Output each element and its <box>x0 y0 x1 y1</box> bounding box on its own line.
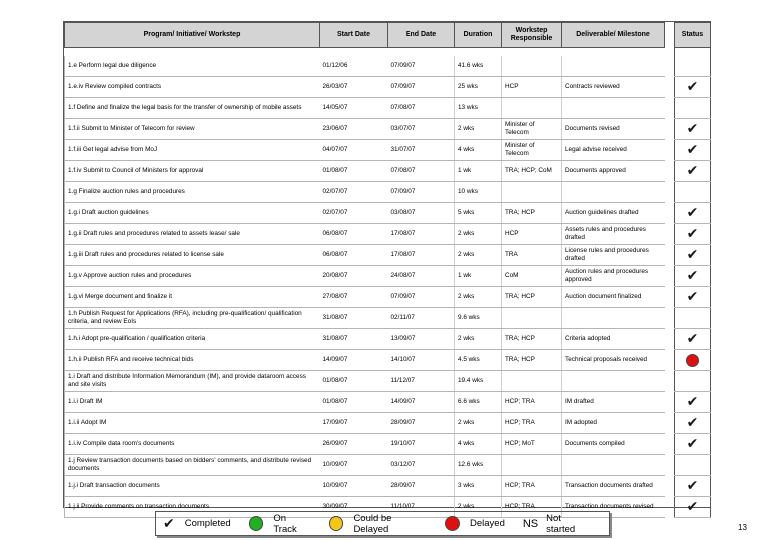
table-row <box>65 182 711 203</box>
deliverable-cell: Auction guidelines drafted <box>562 203 665 224</box>
table-row <box>65 413 711 434</box>
responsible-cell <box>502 308 562 329</box>
start-date-cell: 30/09/07 <box>320 497 388 518</box>
gap-cell <box>665 224 675 245</box>
responsible-cell: TRA; HCP <box>502 350 562 371</box>
status-cell <box>675 308 711 329</box>
responsible-cell: CoM <box>502 266 562 287</box>
spacer-cell <box>665 48 675 56</box>
gap-cell <box>665 119 675 140</box>
status-cell <box>675 245 711 266</box>
task-cell: 1.f.ii Submit to Minister of Telecom for review <box>65 119 320 140</box>
responsible-cell: Minister of Telecom <box>502 119 562 140</box>
responsible-cell: HCP; TRA <box>502 497 562 518</box>
table-row <box>65 476 711 497</box>
checkmark-icon: ✔ <box>686 247 699 263</box>
task-cell: 1.e Perform legal due diligence <box>65 56 320 77</box>
checkmark-icon: ✔ <box>686 121 699 137</box>
responsible-cell: Minister of Telecom <box>502 140 562 161</box>
task-cell: 1.f.iii Get legal advise from MoJ <box>65 140 320 161</box>
responsible-cell: TRA; HCP <box>502 329 562 350</box>
header-task: Program/ Initiative/ Workstep <box>65 23 320 48</box>
end-date-cell: 11/12/07 <box>388 371 455 392</box>
end-date-cell: 03/07/07 <box>388 119 455 140</box>
gap-cell <box>665 455 675 476</box>
green-circle-icon <box>249 516 264 531</box>
spacer-cell <box>502 48 562 56</box>
start-date-cell: 26/03/07 <box>320 77 388 98</box>
start-date-cell: 02/07/07 <box>320 203 388 224</box>
status-cell <box>675 392 711 413</box>
task-cell: 1.i Draft and distribute Information Memorandum (IM), and provide dataroom access and site visits <box>65 371 320 392</box>
header-gap <box>665 23 675 48</box>
end-date-cell: 28/09/07 <box>388 413 455 434</box>
deliverable-cell: Transaction documents drafted <box>562 476 665 497</box>
responsible-cell <box>502 56 562 77</box>
deliverable-cell <box>562 98 665 119</box>
gap-cell <box>665 434 675 455</box>
checkmark-icon: ✔ <box>686 331 699 347</box>
end-date-cell: 13/09/07 <box>388 329 455 350</box>
duration-cell: 25 wks <box>455 77 502 98</box>
responsible-cell: TRA <box>502 245 562 266</box>
table-row <box>65 224 711 245</box>
table-row <box>65 98 711 119</box>
task-cell: 1.i.ii Adopt IM <box>65 413 320 434</box>
start-date-cell: 01/12/06 <box>320 56 388 77</box>
table-spacer-row <box>65 48 711 56</box>
responsible-cell <box>502 98 562 119</box>
gap-cell <box>665 413 675 434</box>
responsible-cell <box>502 182 562 203</box>
gap-cell <box>665 266 675 287</box>
end-date-cell: 31/07/07 <box>388 140 455 161</box>
start-date-cell: 27/08/07 <box>320 287 388 308</box>
table-row <box>65 287 711 308</box>
status-cell <box>675 329 711 350</box>
status-cell <box>675 266 711 287</box>
legend-label-delayed: Delayed <box>470 518 505 529</box>
table-row <box>65 203 711 224</box>
start-date-cell: 10/09/07 <box>320 476 388 497</box>
deliverable-cell: Contracts reviewed <box>562 77 665 98</box>
deliverable-cell: Documents revised <box>562 119 665 140</box>
status-cell <box>675 203 711 224</box>
gap-cell <box>665 245 675 266</box>
responsible-cell: HCP; TRA <box>502 392 562 413</box>
checkmark-icon: ✔ <box>686 226 699 242</box>
deliverable-cell: Assets rules and procedures drafted <box>562 224 665 245</box>
status-legend <box>155 511 610 536</box>
start-date-cell: 01/08/07 <box>320 161 388 182</box>
responsible-cell: TRA; HCP <box>502 287 562 308</box>
responsible-cell: TRA; HCP; CoM <box>502 161 562 182</box>
task-cell: 1.g.vi Merge document and finalize it <box>65 287 320 308</box>
duration-cell: 2 wks <box>455 329 502 350</box>
deliverable-cell: IM adopted <box>562 413 665 434</box>
responsible-cell <box>502 371 562 392</box>
checkmark-icon: ✔ <box>686 436 699 452</box>
spacer-cell <box>65 48 320 56</box>
legend-item-could-be-delayed <box>329 513 427 535</box>
task-cell: 1.e.iv Review compiled contracts <box>65 77 320 98</box>
responsible-cell: HCP; TRA <box>502 413 562 434</box>
status-cell <box>675 497 711 518</box>
task-cell: 1.f.iv Submit to Council of Ministers for approval <box>65 161 320 182</box>
start-date-cell: 02/07/07 <box>320 182 388 203</box>
deliverable-cell: Transaction documents revised <box>562 497 665 518</box>
status-cell <box>675 455 711 476</box>
legend-item-not-started <box>523 513 591 535</box>
header-responsible: Workstep Responsible <box>502 23 562 48</box>
start-date-cell: 20/08/07 <box>320 266 388 287</box>
workplan-frame <box>63 21 711 515</box>
table-row <box>65 56 711 77</box>
responsible-cell: HCP; TRA <box>502 476 562 497</box>
task-cell: 1.f Define and finalize the legal basis for the transfer of ownership of mobile assets <box>65 98 320 119</box>
duration-cell: 2 wks <box>455 245 502 266</box>
legend-label-on-track: On Track <box>273 512 297 535</box>
end-date-cell: 17/08/07 <box>388 245 455 266</box>
task-cell: 1.h Publish Request for Applications (RFA), including pre-qualification/ qualification criteria, and review EoIs <box>65 308 320 329</box>
deliverable-cell <box>562 182 665 203</box>
gap-cell <box>665 350 675 371</box>
end-date-cell: 02/11/07 <box>388 308 455 329</box>
task-cell: 1.j.ii Provide comments on transaction documents <box>65 497 320 518</box>
status-cell <box>675 434 711 455</box>
gap-cell <box>665 497 675 518</box>
end-date-cell: 17/08/07 <box>388 224 455 245</box>
duration-cell: 2 wks <box>455 413 502 434</box>
deliverable-cell: Legal advise received <box>562 140 665 161</box>
spacer-cell <box>455 48 502 56</box>
yellow-circle-icon <box>329 516 344 531</box>
legend-label-completed: Completed <box>184 518 231 529</box>
checkmark-icon: ✔ <box>686 205 699 221</box>
table-row <box>65 392 711 413</box>
end-date-cell: 07/09/07 <box>388 56 455 77</box>
end-date-cell: 19/10/07 <box>388 434 455 455</box>
duration-cell: 2 wks <box>455 497 502 518</box>
duration-cell: 2 wks <box>455 224 502 245</box>
workplan-table <box>64 22 711 518</box>
page-number: 13 <box>738 523 747 532</box>
checkmark-icon: ✔ <box>686 394 699 410</box>
task-cell: 1.g.iii Draft rules and procedures related to license sale <box>65 245 320 266</box>
checkmark-icon: ✔ <box>686 499 699 515</box>
end-date-cell: 07/09/07 <box>388 287 455 308</box>
end-date-cell: 11/10/07 <box>388 497 455 518</box>
status-cell <box>675 98 711 119</box>
end-date-cell: 07/08/07 <box>388 98 455 119</box>
task-cell: 1.g.v Approve auction rules and procedures <box>65 266 320 287</box>
header-status: Status <box>675 23 711 48</box>
ns-symbol: NS <box>522 517 539 530</box>
checkmark-icon: ✔ <box>163 515 175 532</box>
deliverable-cell: Technical proposals received <box>562 350 665 371</box>
gap-cell <box>665 329 675 350</box>
task-cell: 1.i.iv Compile data room's documents <box>65 434 320 455</box>
table-row <box>65 371 711 392</box>
table-row <box>65 455 711 476</box>
duration-cell: 13 wks <box>455 98 502 119</box>
table-row <box>65 245 711 266</box>
table-row <box>65 350 711 371</box>
responsible-cell: HCP <box>502 224 562 245</box>
legend-label-could-be-delayed: Could be Delayed <box>353 512 392 535</box>
duration-cell: 9.6 wks <box>455 308 502 329</box>
gap-cell <box>665 77 675 98</box>
checkmark-icon: ✔ <box>686 268 699 284</box>
start-date-cell: 26/09/07 <box>320 434 388 455</box>
duration-cell: 1 wk <box>455 161 502 182</box>
legend-item-completed <box>163 517 231 531</box>
task-cell: 1.j.i Draft transaction documents <box>65 476 320 497</box>
table-row <box>65 77 711 98</box>
spacer-cell <box>562 48 665 56</box>
status-cell <box>675 224 711 245</box>
duration-cell: 2 wks <box>455 119 502 140</box>
duration-cell: 19.4 wks <box>455 371 502 392</box>
start-date-cell: 14/09/07 <box>320 350 388 371</box>
header-duration: Duration <box>455 23 502 48</box>
red-circle-icon <box>686 354 699 367</box>
red-circle-icon <box>445 516 460 531</box>
end-date-cell: 03/12/07 <box>388 455 455 476</box>
deliverable-cell <box>562 371 665 392</box>
start-date-cell: 01/08/07 <box>320 371 388 392</box>
start-date-cell: 23/06/07 <box>320 119 388 140</box>
status-cell <box>675 56 711 77</box>
end-date-cell: 07/08/07 <box>388 161 455 182</box>
table-row <box>65 308 711 329</box>
duration-cell: 2 wks <box>455 287 502 308</box>
task-cell: 1.h.i Adopt pre-qualification / qualification criteria <box>65 329 320 350</box>
gap-cell <box>665 371 675 392</box>
gap-cell <box>665 287 675 308</box>
duration-cell: 10 wks <box>455 182 502 203</box>
end-date-cell: 14/09/07 <box>388 392 455 413</box>
start-date-cell: 06/08/07 <box>320 224 388 245</box>
duration-cell: 4 wks <box>455 140 502 161</box>
start-date-cell: 31/08/07 <box>320 329 388 350</box>
gap-cell <box>665 392 675 413</box>
table-header-row <box>65 23 711 48</box>
start-date-cell: 14/05/07 <box>320 98 388 119</box>
legend-item-on-track <box>249 513 311 535</box>
status-cell <box>675 350 711 371</box>
duration-cell: 4.5 wks <box>455 350 502 371</box>
checkmark-icon: ✔ <box>686 142 699 158</box>
start-date-cell: 31/08/07 <box>320 308 388 329</box>
checkmark-icon: ✔ <box>686 163 699 179</box>
status-cell <box>675 476 711 497</box>
deliverable-cell <box>562 308 665 329</box>
task-cell: 1.h.ii Publish RFA and receive technical bids <box>65 350 320 371</box>
table-row <box>65 329 711 350</box>
end-date-cell: 07/09/07 <box>388 182 455 203</box>
table-row <box>65 119 711 140</box>
duration-cell: 4 wks <box>455 434 502 455</box>
gap-cell <box>665 203 675 224</box>
duration-cell: 12.6 wks <box>455 455 502 476</box>
status-cell <box>675 371 711 392</box>
start-date-cell: 10/09/07 <box>320 455 388 476</box>
spacer-cell <box>320 48 388 56</box>
end-date-cell: 24/08/07 <box>388 266 455 287</box>
header-end-date: End Date <box>388 23 455 48</box>
checkmark-icon: ✔ <box>686 289 699 305</box>
deliverable-cell <box>562 455 665 476</box>
deliverable-cell: Auction rules and procedures approved <box>562 266 665 287</box>
responsible-cell <box>502 455 562 476</box>
table-row <box>65 434 711 455</box>
gap-cell <box>665 476 675 497</box>
status-cell <box>675 182 711 203</box>
start-date-cell: 04/07/07 <box>320 140 388 161</box>
gap-cell <box>665 56 675 77</box>
table-row <box>65 266 711 287</box>
deliverable-cell: License rules and procedures drafted <box>562 245 665 266</box>
end-date-cell: 14/10/07 <box>388 350 455 371</box>
table-body <box>65 48 711 518</box>
responsible-cell: HCP <box>502 77 562 98</box>
deliverable-cell <box>562 56 665 77</box>
end-date-cell: 07/09/07 <box>388 77 455 98</box>
legend-label-not-started: Not started <box>546 512 576 535</box>
task-cell: 1.g Finalize auction rules and procedures <box>65 182 320 203</box>
task-cell: 1.i.i Draft IM <box>65 392 320 413</box>
end-date-cell: 03/08/07 <box>388 203 455 224</box>
deliverable-cell: IM drafted <box>562 392 665 413</box>
status-cell <box>675 119 711 140</box>
duration-cell: 3 wks <box>455 476 502 497</box>
duration-cell: 6.6 wks <box>455 392 502 413</box>
gap-cell <box>665 140 675 161</box>
gap-cell <box>665 161 675 182</box>
task-cell: 1.g.i Draft auction guidelines <box>65 203 320 224</box>
responsible-cell: TRA; HCP <box>502 203 562 224</box>
start-date-cell: 17/09/07 <box>320 413 388 434</box>
task-cell: 1.g.ii Draft rules and procedures related to assets lease/ sale <box>65 224 320 245</box>
end-date-cell: 28/09/07 <box>388 476 455 497</box>
checkmark-icon: ✔ <box>686 79 699 95</box>
task-cell: 1.j Review transaction documents based on bidders' comments, and distribute revised documents <box>65 455 320 476</box>
header-start-date: Start Date <box>320 23 388 48</box>
header-deliverable: Deliverable/ Milestone <box>562 23 665 48</box>
start-date-cell: 06/08/07 <box>320 245 388 266</box>
spacer-cell <box>675 48 711 56</box>
responsible-cell: HCP; MoT <box>502 434 562 455</box>
deliverable-cell: Documents approved <box>562 161 665 182</box>
checkmark-icon: ✔ <box>686 415 699 431</box>
gap-cell <box>665 308 675 329</box>
duration-cell: 5 wks <box>455 203 502 224</box>
table-row <box>65 161 711 182</box>
deliverable-cell: Criteria adopted <box>562 329 665 350</box>
status-cell <box>675 161 711 182</box>
status-cell <box>675 140 711 161</box>
status-cell <box>675 77 711 98</box>
legend-item-delayed <box>445 516 505 531</box>
start-date-cell: 01/08/07 <box>320 392 388 413</box>
gap-cell <box>665 182 675 203</box>
deliverable-cell: Auction document finalized <box>562 287 665 308</box>
table-row <box>65 140 711 161</box>
deliverable-cell: Documents compiled <box>562 434 665 455</box>
spacer-cell <box>388 48 455 56</box>
checkmark-icon: ✔ <box>686 478 699 494</box>
gap-cell <box>665 98 675 119</box>
status-cell <box>675 287 711 308</box>
status-cell <box>675 413 711 434</box>
duration-cell: 41.6 wks <box>455 56 502 77</box>
duration-cell: 1 wk <box>455 266 502 287</box>
